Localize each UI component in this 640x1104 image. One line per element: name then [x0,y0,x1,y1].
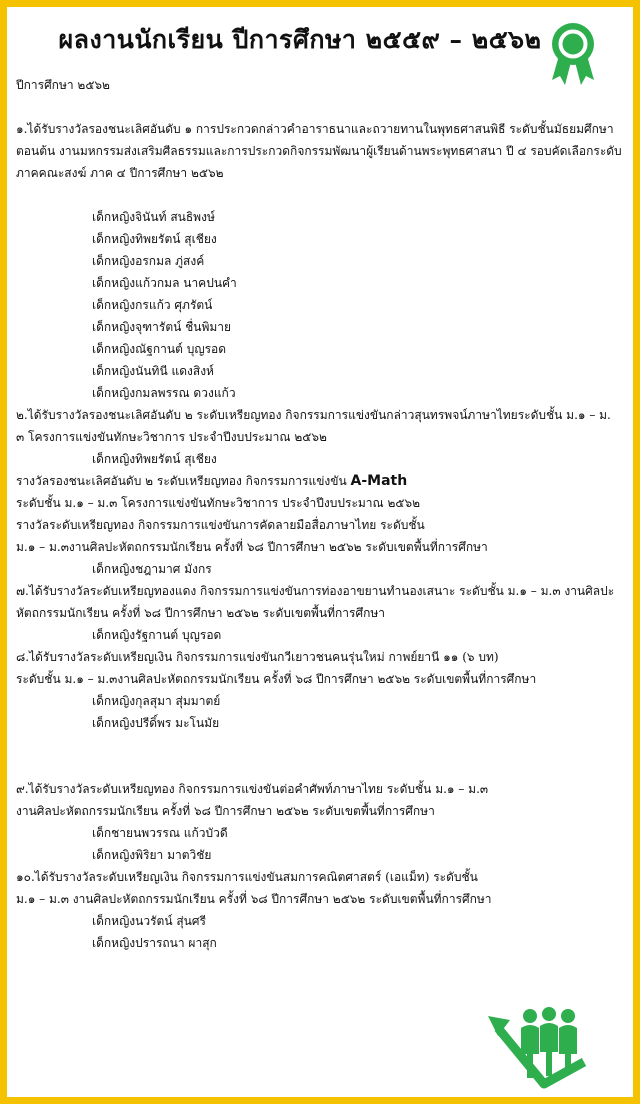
award-3-line-2: ระดับชั้น ม.๑ – ม.๓ โครงการแข่งขันทักษะวิชาการ ประจำปีงบประมาณ ๒๕๖๒ [16,496,421,510]
student-name: เด็กหญิงชฎามาศ มังกร [92,562,212,576]
award-1-names [16,206,622,404]
award-8-line-2: ระดับชั้น ม.๑ – ม.๓งานศิลปะหัตถกรรมนักเรียน ครั้งที่ ๖๘ ปีการศึกษา ๒๕๖๒ ระดับเขตพื้นที่การศึกษา [16,672,537,686]
award-4-line-2: ม.๑ – ม.๓งานศิลปะหัตถกรรมนักเรียน ครั้งที่ ๖๘ ปีการศึกษา ๒๕๖๒ ระดับเขตพื้นที่การศึกษา [16,540,488,554]
award-9-line-2: งานศิลปะหัตถกรรมนักเรียน ครั้งที่ ๖๘ ปีการศึกษา ๒๕๖๒ ระดับเขตพื้นที่การศึกษา [16,804,435,818]
award-10-line-1: ๑๐.ได้รับรางวัลระดับเหรียญเงิน กิจกรรมการแข่งขันสมการคณิตศาสตร์ (เอแม็ท) ระดับชั้น [16,870,478,884]
people-growth-arrow-icon [488,1006,588,1098]
award-9-line-1: ๙.ได้รับรางวัลระดับเหรียญทอง กิจกรรมการแข่งขันต่อคำศัพท์ภาษาไทย ระดับชั้น ม.๑ – ม.๓ [16,782,489,796]
award-8-line-1: ๘.ได้รับรางวัลระดับเหรียญเงิน กิจกรรมการแข่งขันกวีเยาวชนคนรุ่นใหม่ กาพย์ยานี ๑๑ (๖ บท) [16,650,499,664]
student-name: เด็กหญิงแก้วกมล นาคปนคำ [92,276,237,290]
student-name: เด็กหญิงอรกมล ภู่สงค์ [92,254,205,268]
award-4-line-1: รางวัลระดับเหรียญทอง กิจกรรมการแข่งขันการคัดลายมือสื่อภาษาไทย ระดับชั้น [16,518,425,532]
award-7-line-1: ๗.ได้รับรางวัลระดับเหรียญทองแดง กิจกรรมการแข่งขันการท่องอาขยานทำนองเสนาะ ระดับชั้น ม.๑ – ม.๓ งานศิลปะ [16,584,615,598]
student-name: เด็กหญิงปรารถนา ผาสุก [92,936,217,950]
student-name: เด็กหญิงจินันท์ สนธิพงษ์ [92,210,215,224]
award-7-line-2: หัตถกรรมนักเรียน ครั้งที่ ๖๘ ปีการศึกษา ๒๕๖๒ ระดับเขตพื้นที่การศึกษา [16,606,385,620]
student-name: เด็กหญิงทิพยรัตน์ สุเชียง [92,232,217,246]
amath-label: A-Math [350,473,408,489]
student-name: เด็กหญิงปรีดิ์พร มะโนมัย [92,716,220,730]
award-3-prefix: รางวัลรองชนะเลิศอันดับ ๒ ระดับเหรียญทอง กิจกรรมการแข่งขัน [16,474,351,488]
page-title: ผลงานนักเรียน ปีการศึกษา ๒๕๕๙ – ๒๕๖๒ [58,25,542,54]
year-heading: ปีการศึกษา ๒๕๖๒ [16,78,110,92]
student-name: เด็กหญิงกรแก้ว ศุภรัตน์ [92,298,213,312]
student-name: เด็กหญิงทิพยรัตน์ สุเชียง [92,452,217,466]
awards-document [16,74,622,954]
award-2-line-1: ๒.ได้รับรางวัลรองชนะเลิศอันดับ ๒ ระดับเหรียญทอง กิจกรรมการแข่งขันกล่าวสุนทรพจน์ภาษาไทยระดับชั้น ม.๑ – ม. [16,408,611,422]
student-name: เด็กหญิงกมลพรรณ ดวงแก้ว [92,386,236,400]
student-name: เด็กหญิงรัฐกานต์ บุญรอด [92,628,222,642]
student-name: เด็กหญิงกุลสุมา สุ่มมาตย์ [92,694,221,708]
award-3-line-1 [16,470,622,492]
award-10-line-2: ม.๑ – ม.๓ งานศิลปะหัตถกรรมนักเรียน ครั้งที่ ๖๘ ปีการศึกษา ๒๕๖๒ ระดับเขตพื้นที่การศึกษา [16,892,492,906]
award-1-text: ๑.ได้รับรางวัลรองชนะเลิศอันดับ ๑ การประกวดกล่าวคำอาราธนาและถวายทานในพุทธศาสนพิธี ระดับชั้นมัธยมศึกษาตอนต้น งานมหกรรมส่งเสริมศีลธรรมและการประกวดกิจกรรมพัฒนาผู้เรียนด้านพระพุทธศาสนา ปี ๔ รอบคัดเลือกระดับภาคคณะสงฆ์ ภาค ๔ ปีการศึกษา ๒๕๖๒ [16,122,622,180]
student-name: เด็กหญิงนันทินี แดงสิงห์ [92,364,214,378]
student-name: เด็กหญิงพิริยา มาตวิชัย [92,848,212,862]
student-name: เด็กหญิงนวรัตน์ สุ่นศรี [92,914,206,928]
student-name: เด็กหญิงณัฐกานต์ บุญรอด [92,342,227,356]
student-name: เด็กชายนพวรรณ แก้วบัวดี [92,826,228,840]
award-2-line-2: ๓ โครงการแข่งขันทักษะวิชาการ ประจำปีงบประมาณ ๒๕๖๒ [16,430,327,444]
student-name: เด็กหญิงจุฑารัตน์ ชื่นพิมาย [92,320,232,334]
